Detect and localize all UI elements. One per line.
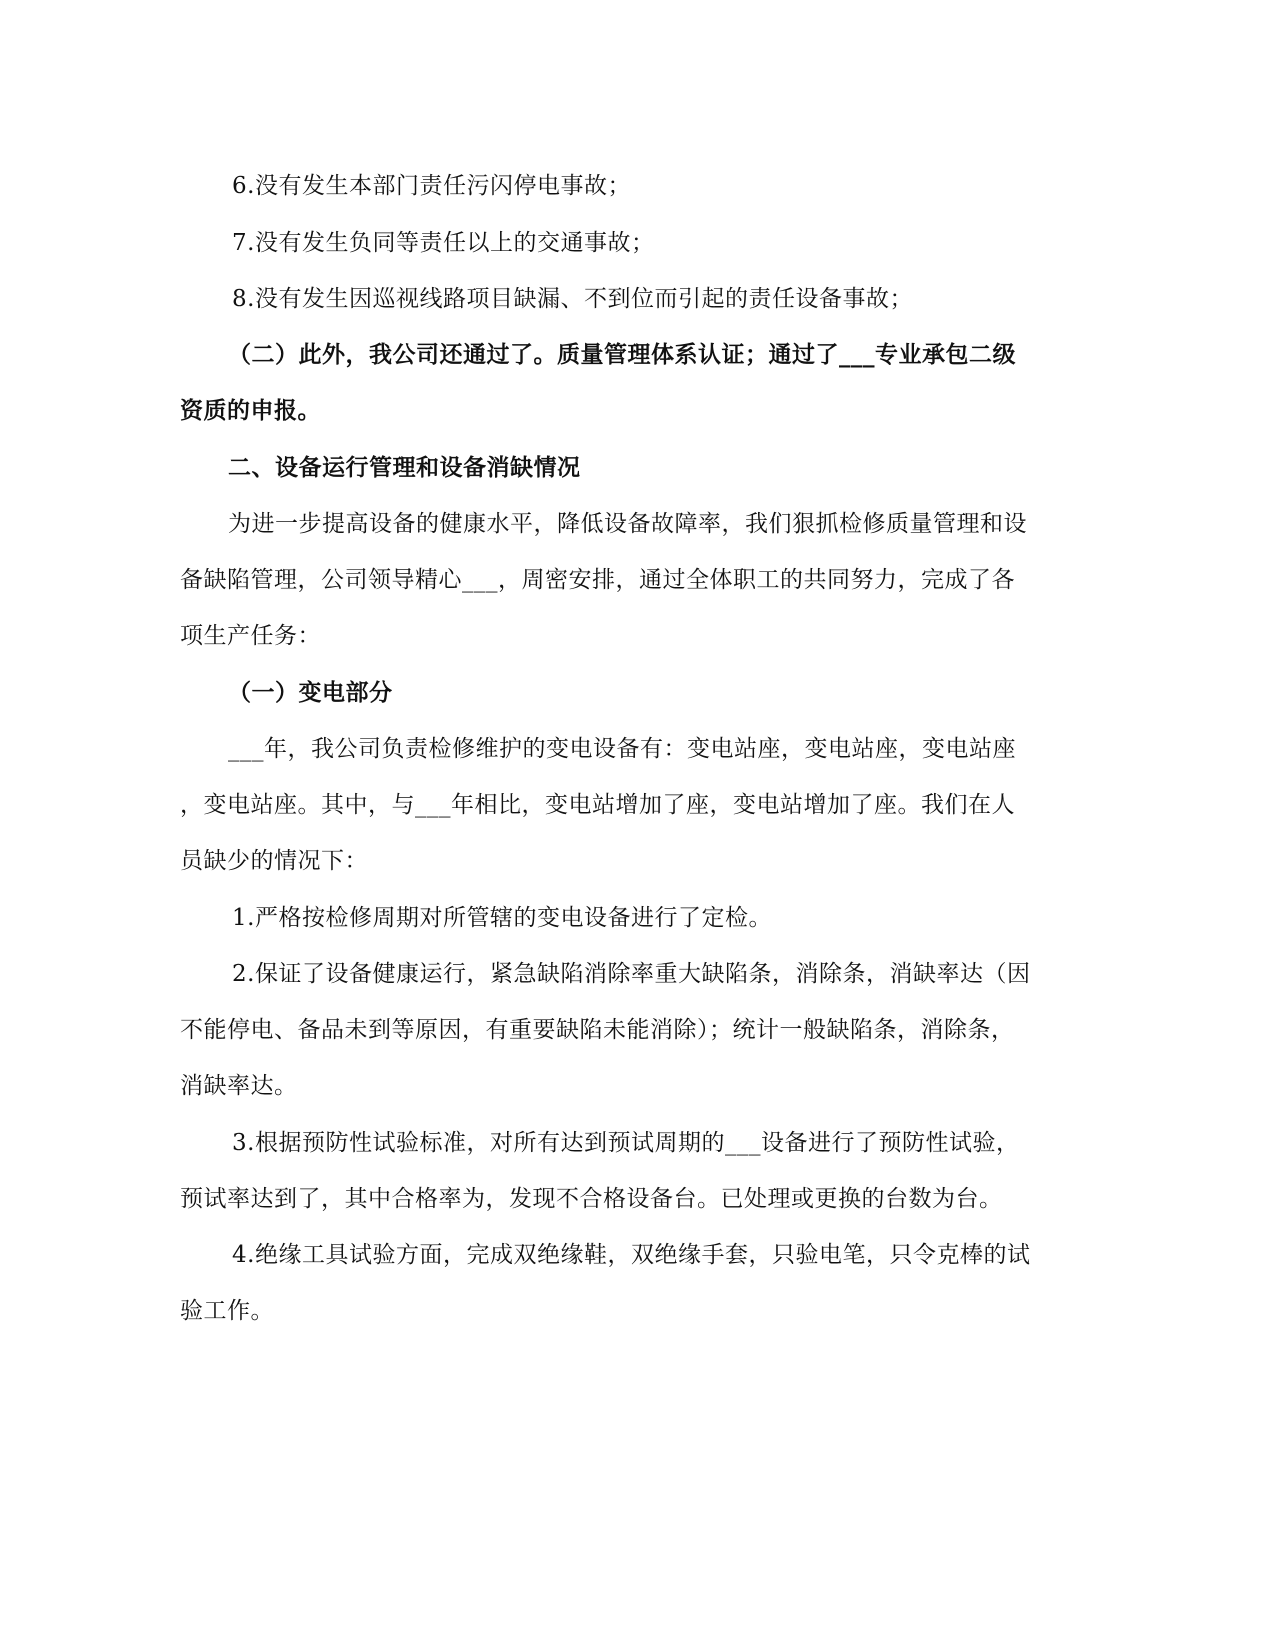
list-item-3-line2: 预试率达到了，其中合格率为，发现不合格设备台。已处理或更换的台数为台。 xyxy=(180,1186,1003,1212)
intro-paragraph-line3: 项生产任务： xyxy=(180,623,321,649)
substation-paragraph-line2: ，变电站座。其中，与___年相比，变电站增加了座，变电站增加了座。我们在人 xyxy=(180,792,1015,818)
list-item-2-line3: 消缺率达。 xyxy=(180,1073,298,1099)
substation-heading: （一）变电部分 xyxy=(228,680,393,706)
list-item-2-line2: 不能停电、备品未到等原因，有重要缺陷未能消除）；统计一般缺陷条，消除条， xyxy=(180,1017,1015,1043)
list-item-6: 6.没有发生本部门责任污闪停电事故； xyxy=(232,173,631,199)
list-item-1: 1.严格按检修周期对所管辖的变电设备进行了定检。 xyxy=(232,905,772,931)
substation-paragraph-line1: ___年，我公司负责检修维护的变电设备有：变电站座，变电站座，变电站座 xyxy=(228,736,1016,762)
list-item-4-line1: 4.绝缘工具试验方面，完成双绝缘鞋，双绝缘手套，只验电笔，只令克棒的试 xyxy=(232,1242,1031,1268)
list-item-2-line1: 2.保证了设备健康运行，紧急缺陷消除率重大缺陷条，消除条，消缺率达（因 xyxy=(232,961,1031,987)
substation-paragraph-line3: 员缺少的情况下： xyxy=(180,848,368,874)
intro-paragraph-line2: 备缺陷管理，公司领导精心___，周密安排，通过全体职工的共同努力，完成了各 xyxy=(180,567,1015,593)
list-item-4-line2: 验工作。 xyxy=(180,1298,274,1324)
list-item-3-line1: 3.根据预防性试验标准，对所有达到预试周期的___设备进行了预防性试验， xyxy=(232,1130,1020,1156)
intro-paragraph-line1: 为进一步提高设备的健康水平，降低设备故障率，我们狠抓检修质量管理和设 xyxy=(228,511,1027,537)
list-item-7: 7.没有发生负同等责任以上的交通事故； xyxy=(232,230,655,256)
section2-heading-line2: 资质的申报。 xyxy=(180,398,321,424)
list-item-8: 8.没有发生因巡视线路项目缺漏、不到位而引起的责任设备事故； xyxy=(232,286,913,312)
section2-heading-line1: （二）此外，我公司还通过了。质量管理体系认证；通过了___专业承包二级 xyxy=(228,342,1016,368)
part2-title: 二、设备运行管理和设备消缺情况 xyxy=(228,455,581,481)
